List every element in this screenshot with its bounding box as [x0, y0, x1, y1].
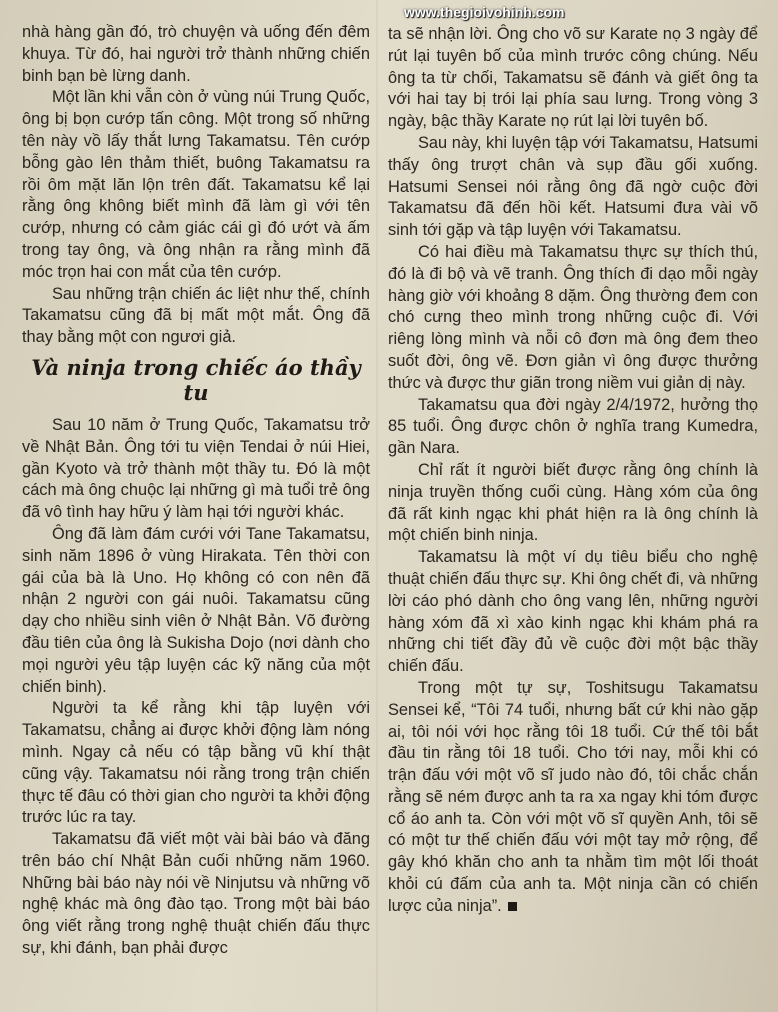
- column-gutter: [376, 0, 378, 1012]
- paragraph-final: [388, 678, 758, 918]
- paragraph: Có hai điều mà Takamatsu thực sự thích thú, đó là đi bộ và vẽ tranh. Ông thích đi dạo mỗi ngày hàng giờ với khoảng 8 dặm. Ông thường đem con chó cưng theo mình trong những cuộc đi. Với riêng lòng mình và nỗi cô đơn mà ông đem theo suốt đời, ông vẽ. Đơn giản vì ông được thưởng thức và được thư giãn trong niềm vui giản dị này.: [388, 242, 758, 392]
- watermark: www.thegioivohinh.com: [404, 4, 565, 20]
- paragraph: Takamatsu là một ví dụ tiêu biểu cho nghệ thuật chiến đấu thực sự. Khi ông chết đi, và những lời cáo phó dành cho ông vang lên, những người hàng xóm đã xì xào kinh ngạc khi khám phá ra những chi tiết đầy đủ về cuộc đời một bậc thầy chiến đấu.: [388, 548, 758, 676]
- paragraph: nhà hàng gần đó, trò chuyện và uống đến đêm khuya. Từ đó, hai người trở thành những chiến binh bạn bè lừng danh.: [22, 23, 370, 85]
- left-column: [22, 0, 370, 1012]
- paragraph: Takamatsu đã viết một vài bài báo và đăng trên báo chí Nhật Bản cuối những năm 1960. Những bài báo này nói về Ninjutsu và những võ nghệ khác mà ông đào tạo. Trong một bài báo ông viết rằng trong nghệ thuật chiến đấu thực sự, khi đánh, bạn phải được: [22, 830, 370, 958]
- paragraph: Sau những trận chiến ác liệt như thế, chính Takamatsu cũng đã bị mất một mắt. Ông đã thay bằng một con ngươi giả.: [22, 284, 370, 347]
- paragraph-text: Trong một tự sự, Toshitsugu Takamatsu Sensei kể, “Tôi 74 tuổi, nhưng bất cứ khi nào gặp ai, tôi nói với học rằng tôi 18 tuổi. Cứ thế tôi bắt đầu tin rằng tôi 18 tuổi. Cho tới nay, mỗi khi có trận đấu với một võ sĩ judo nào đó, tôi chắc chắn rằng sẽ ném được anh ta ra xa ngay khi tóm được cổ áo anh ta. Còn với một võ sĩ quyền Anh, tôi sẽ có một tư thế chiến đấu với một tay mở rộng, để gây khó khăn cho anh ta nhằm tìm một lối thoát khỏi cú đấm của anh ta. Một ninja cần có chiến lược của ninja”.: [388, 678, 758, 915]
- paragraph: Sau này, khi luyện tập với Takamatsu, Hatsumi thấy ông trượt chân và sụp đầu gối xuống. Hatsumi Sensei nói rằng ông đã ngờ cuộc đời Takamatsu đã đến hồi kết. Hatsumi đưa vài võ sinh tới gặp và tập luyện với Takamatsu.: [388, 133, 758, 240]
- paragraph: Người ta kể rằng khi tập luyện với Takamatsu, chẳng ai được khởi động làm nóng mình. Ngay cả nếu có tập bằng vũ khí thật cũng vậy. Takamatsu nói rằng trong trận chiến thực tế đâu có thời gian cho người ta khởi động trước lúc ra tay.: [22, 699, 370, 827]
- paragraph: Takamatsu qua đời ngày 2/4/1972, hưởng thọ 85 tuổi. Ông được chôn ở nghĩa trang Kumedra, gần Nara.: [388, 395, 758, 458]
- section-heading: Và ninja trong chiếc áo thầy tu: [31, 354, 361, 405]
- paragraph: Ông đã làm đám cưới với Tane Takamatsu, sinh năm 1896 ở vùng Hirakata. Tên thời con gái của bà là Uno. Họ không có con nên đã nhận 2 người con gái nuôi. Takamatsu cũng dạy cho nhiều sinh viên ở Nhật Bản. Võ đường đầu tiên của ông là Sukisha Dojo (nơi dành cho mọi người yêu tập luyện các kỹ năng của một chiến binh).: [22, 524, 370, 696]
- paragraph: Chỉ rất ít người biết được rằng ông chính là ninja truyền thống cuối cùng. Hàng xóm của ông đã rất kinh ngạc khi phát hiện ra là ông chính là một chiến binh ninja.: [388, 460, 758, 545]
- paragraph: Một lần khi vẫn còn ở vùng núi Trung Quốc, ông bị bọn cướp tấn công. Một trong số những tên này vồ lấy thắt lưng Takamatsu. Tên cướp bỗng gào lên thảm thiết, buông Takamatsu ra rồi ôm mặt lăn lộn trên đất. Takamatsu kể lại rằng ông không biết mình đã làm gì với tên cướp, nhưng có cảm giác cái gì đó ướt và ấm trong tay ông, và ông nhận ra rằng mình đã móc trọn hai con mắt của tên cướp.: [22, 88, 370, 281]
- paragraph: Sau 10 năm ở Trung Quốc, Takamatsu trở về Nhật Bản. Ông tới tu viện Tendai ở núi Hiei, gần Kyoto và trở thành một thầy tu. Đó là một cách mà ông chuộc lại những gì mà tuổi trẻ ông đã vô tình hay hữu ý làm hại tới người khác.: [22, 415, 370, 522]
- end-mark-icon: [508, 902, 517, 911]
- right-column: [388, 0, 758, 1012]
- paragraph: ta sẽ nhận lời. Ông cho võ sư Karate nọ 3 ngày để rút lại tuyên bố của mình trước công chúng. Nếu ông ta từ chối, Takamatsu sẽ đánh và giết ông ta với hai tay bị trói lại phía sau lưng. Trong vòng 3 ngày, bậc thầy Karate nọ rút lại lời tuyên bố.: [388, 25, 758, 131]
